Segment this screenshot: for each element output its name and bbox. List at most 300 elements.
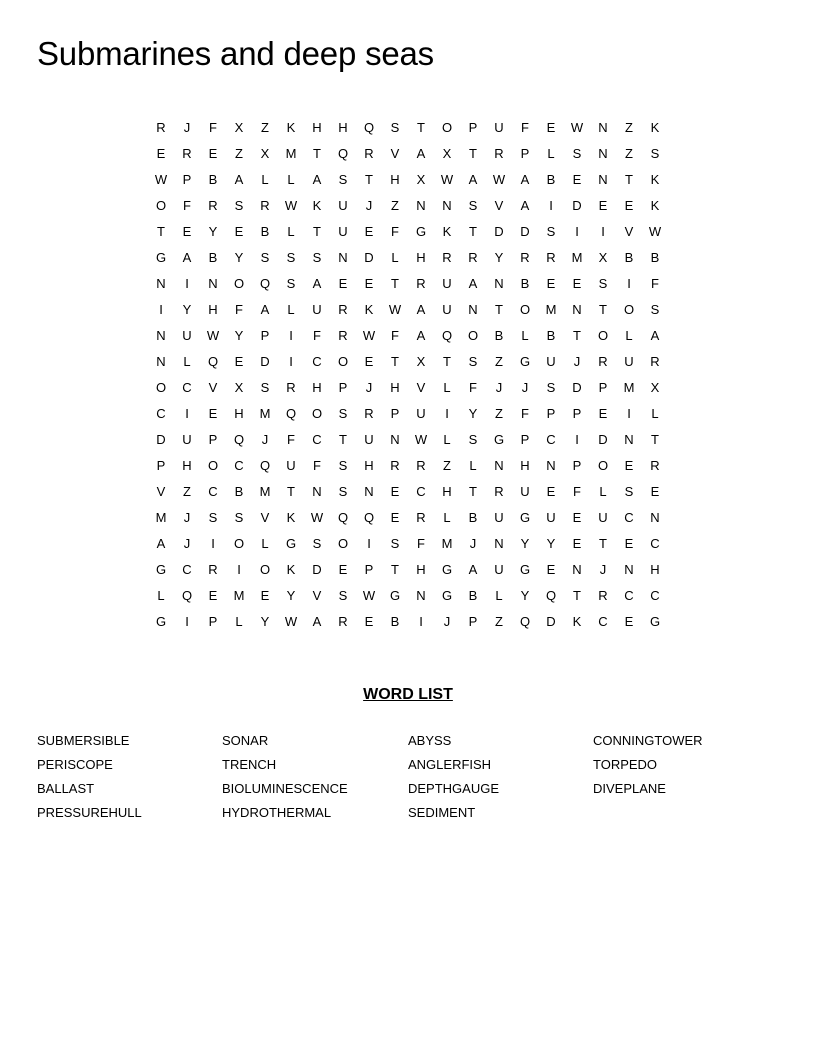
grid-letter: Y [286, 588, 296, 603]
grid-letter: T [157, 224, 165, 239]
grid-letter: K [286, 120, 296, 135]
grid-letter: W [154, 172, 168, 187]
grid-letter: S [338, 406, 348, 421]
grid-letter: T [651, 432, 659, 447]
grid-letter: B [546, 172, 556, 187]
grid-letter: R [468, 250, 478, 265]
grid-letter: W [440, 172, 454, 187]
grid-letter: B [390, 614, 400, 629]
grid-letter: C [650, 588, 660, 603]
grid-letter: U [494, 510, 504, 525]
grid-letter: N [338, 250, 348, 265]
grid-letter: D [572, 380, 582, 395]
grid-letter: T [339, 432, 347, 447]
grid-letter: I [211, 536, 215, 551]
grid-letter: N [494, 458, 504, 473]
grid-letter: I [627, 276, 631, 291]
grid-letter: S [234, 198, 244, 213]
grid-letter: F [287, 432, 295, 447]
grid-letter: L [443, 432, 451, 447]
grid-letter: U [598, 510, 608, 525]
grid-letter: M [623, 380, 635, 395]
grid-letter: S [338, 588, 348, 603]
grid-letter: R [650, 458, 660, 473]
grid-letter: L [261, 536, 269, 551]
grid-letter: R [494, 484, 504, 499]
grid-letter: L [287, 224, 295, 239]
grid-letter: G [519, 354, 531, 369]
grid-letter: T [573, 588, 581, 603]
grid-letter: E [234, 224, 244, 239]
grid-letter: T [313, 146, 321, 161]
grid-letter: E [390, 510, 400, 525]
grid-letter: U [520, 484, 530, 499]
grid-letter: U [182, 432, 192, 447]
grid-letter: N [624, 432, 634, 447]
grid-letter: R [364, 406, 374, 421]
grid-letter: E [624, 614, 634, 629]
grid-letter: N [364, 484, 374, 499]
grid-letter: I [445, 406, 449, 421]
grid-letter: T [469, 224, 477, 239]
grid-letter: O [233, 276, 245, 291]
grid-letter: G [415, 224, 427, 239]
grid-letter: L [157, 588, 165, 603]
grid-letter: O [519, 302, 531, 317]
grid-letter: G [155, 250, 167, 265]
grid-letter: P [468, 120, 478, 135]
grid-letter: T [469, 146, 477, 161]
grid-letter: B [234, 484, 244, 499]
grid-letter: H [338, 120, 348, 135]
grid-letter: B [546, 328, 556, 343]
grid-letter: M [441, 536, 453, 551]
grid-letter: P [208, 432, 218, 447]
grid-letter: S [650, 302, 660, 317]
grid-letter: S [468, 354, 478, 369]
grid-letter: G [441, 562, 453, 577]
grid-letter: M [233, 588, 245, 603]
grid-letter: K [650, 172, 660, 187]
grid-letter: N [598, 172, 608, 187]
grid-letter: R [208, 562, 218, 577]
grid-letter: Y [182, 302, 192, 317]
grid-letter: P [572, 406, 582, 421]
grid-letter: S [390, 120, 400, 135]
grid-letter: W [362, 588, 376, 603]
grid-letter: R [520, 250, 530, 265]
grid-letter: T [495, 302, 503, 317]
grid-letter: L [469, 458, 477, 473]
grid-letter: L [235, 614, 243, 629]
word-list-item: DEPTHGAUGE [408, 781, 500, 796]
grid-letter: E [546, 484, 556, 499]
grid-letter: K [364, 302, 374, 317]
grid-letter: C [182, 380, 192, 395]
word-list-item: PRESSUREHULL [37, 805, 142, 820]
grid-letter: J [521, 380, 529, 395]
grid-letter: I [289, 354, 293, 369]
grid-letter: J [365, 380, 373, 395]
grid-letter: T [391, 562, 399, 577]
grid-letter: R [338, 302, 348, 317]
grid-letter: Y [208, 224, 218, 239]
grid-letter: M [259, 484, 271, 499]
grid-letter: V [156, 484, 166, 499]
grid-letter: V [312, 588, 322, 603]
grid-letter: A [312, 276, 322, 291]
grid-letter: R [338, 614, 348, 629]
grid-letter: E [390, 484, 400, 499]
grid-letter: G [493, 432, 505, 447]
grid-letter: C [598, 614, 608, 629]
grid-letter: N [156, 354, 166, 369]
grid-letter: A [416, 302, 426, 317]
grid-letter: O [311, 406, 323, 421]
grid-letter: A [468, 172, 478, 187]
grid-letter: R [598, 588, 608, 603]
grid-letter: E [234, 354, 244, 369]
grid-letter: D [156, 432, 166, 447]
grid-letter: R [442, 250, 452, 265]
grid-letter: O [233, 536, 245, 551]
grid-letter: Z [235, 146, 243, 161]
grid-letter: Y [260, 614, 270, 629]
grid-letter: H [390, 172, 400, 187]
grid-letter: A [416, 328, 426, 343]
grid-letter: D [546, 614, 556, 629]
grid-letter: Q [285, 406, 297, 421]
grid-letter: D [364, 250, 374, 265]
grid-letter: W [570, 120, 584, 135]
grid-letter: C [312, 432, 322, 447]
grid-letter: F [651, 276, 659, 291]
grid-letter: I [627, 406, 631, 421]
grid-letter: B [208, 172, 218, 187]
grid-letter: U [286, 458, 296, 473]
grid-letter: T [391, 354, 399, 369]
grid-letter: S [260, 250, 270, 265]
grid-letter: E [208, 146, 218, 161]
grid-letter: O [337, 536, 349, 551]
grid-letter: O [155, 198, 167, 213]
grid-letter: A [468, 276, 478, 291]
grid-letter: C [546, 432, 556, 447]
grid-letter: B [624, 250, 634, 265]
grid-letter: N [494, 536, 504, 551]
grid-letter: E [364, 224, 374, 239]
grid-letter: S [338, 484, 348, 499]
grid-letter: F [521, 406, 529, 421]
grid-letter: H [520, 458, 530, 473]
grid-letter: G [519, 510, 531, 525]
grid-letter: I [237, 562, 241, 577]
grid-letter: S [390, 536, 400, 551]
grid-letter: Z [261, 120, 269, 135]
grid-letter: R [156, 120, 166, 135]
grid-letter: C [312, 354, 322, 369]
grid-letter: S [572, 146, 582, 161]
grid-letter: A [260, 302, 270, 317]
grid-letter: K [312, 198, 322, 213]
grid-letter: D [312, 562, 322, 577]
grid-letter: H [650, 562, 660, 577]
grid-letter: K [286, 562, 296, 577]
grid-letter: E [364, 614, 374, 629]
grid-letter: P [338, 380, 348, 395]
grid-letter: E [260, 588, 270, 603]
grid-letter: S [312, 536, 322, 551]
grid-letter: B [208, 250, 218, 265]
grid-letter: I [367, 536, 371, 551]
grid-letter: E [208, 406, 218, 421]
grid-letter: A [520, 198, 530, 213]
grid-letter: H [182, 458, 192, 473]
grid-letter: B [520, 276, 530, 291]
grid-letter: F [573, 484, 581, 499]
grid-letter: R [650, 354, 660, 369]
grid-letter: H [416, 250, 426, 265]
grid-letter: X [234, 120, 244, 135]
word-list-column [37, 731, 217, 827]
grid-letter: E [572, 276, 582, 291]
grid-letter: W [284, 198, 298, 213]
grid-letter: T [599, 302, 607, 317]
grid-letter: C [624, 588, 634, 603]
grid-letter: R [338, 328, 348, 343]
grid-letter: P [520, 146, 530, 161]
grid-letter: F [209, 120, 217, 135]
grid-letter: E [650, 484, 660, 499]
grid-letter: I [185, 614, 189, 629]
grid-letter: E [624, 536, 634, 551]
grid-letter: N [572, 302, 582, 317]
grid-letter: K [286, 510, 296, 525]
grid-letter: I [575, 432, 579, 447]
grid-letter: U [364, 432, 374, 447]
grid-letter: U [442, 302, 452, 317]
grid-letter: Y [234, 250, 244, 265]
grid-letter: V [390, 146, 400, 161]
grid-letter: J [573, 354, 581, 369]
grid-letter: T [391, 276, 399, 291]
grid-letter: Q [519, 614, 531, 629]
grid-letter: Z [495, 406, 503, 421]
grid-letter: B [650, 250, 660, 265]
grid-letter: A [416, 146, 426, 161]
grid-letter: F [313, 328, 321, 343]
grid-letter: H [312, 120, 322, 135]
word-list-item: DIVEPLANE [593, 781, 666, 796]
grid-letter: Q [207, 354, 219, 369]
grid-letter: K [572, 614, 582, 629]
word-list-column [222, 731, 402, 827]
grid-letter: W [206, 328, 220, 343]
grid-letter: T [443, 354, 451, 369]
grid-letter: K [650, 198, 660, 213]
grid-letter: M [545, 302, 557, 317]
word-list-item: CONNINGTOWER [593, 733, 703, 748]
grid-letter: Q [259, 276, 271, 291]
grid-letter: R [416, 510, 426, 525]
grid-letter: U [546, 354, 556, 369]
grid-letter: T [599, 536, 607, 551]
grid-letter: J [443, 614, 451, 629]
word-list-item: SONAR [222, 733, 269, 748]
grid-letter: J [495, 380, 503, 395]
word-list-item: HYDROTHERMAL [222, 805, 332, 820]
grid-letter: X [442, 146, 452, 161]
grid-letter: I [575, 224, 579, 239]
grid-letter: F [391, 224, 399, 239]
grid-letter: I [419, 614, 423, 629]
grid-letter: R [494, 146, 504, 161]
word-list-item: ABYSS [408, 733, 452, 748]
grid-letter: P [572, 458, 582, 473]
grid-letter: P [260, 328, 270, 343]
grid-letter: N [416, 198, 426, 213]
grid-letter: A [182, 250, 192, 265]
grid-letter: X [416, 354, 426, 369]
grid-letter: N [156, 328, 166, 343]
grid-letter: U [182, 328, 192, 343]
grid-letter: E [572, 510, 582, 525]
grid-letter: A [312, 614, 322, 629]
grid-letter: B [468, 510, 478, 525]
grid-letter: D [572, 198, 582, 213]
grid-letter: G [389, 588, 401, 603]
grid-letter: S [338, 172, 348, 187]
grid-letter: G [649, 614, 661, 629]
grid-letter: Y [520, 588, 530, 603]
word-list-item: SUBMERSIBLE [37, 733, 130, 748]
grid-letter: S [468, 198, 478, 213]
grid-letter: E [338, 562, 348, 577]
grid-letter: N [598, 146, 608, 161]
grid-letter: E [572, 172, 582, 187]
grid-letter: W [284, 614, 298, 629]
grid-letter: U [546, 510, 556, 525]
grid-letter: V [624, 224, 634, 239]
grid-letter: L [261, 172, 269, 187]
grid-letter: S [234, 510, 244, 525]
grid-letter: S [208, 510, 218, 525]
grid-letter: N [390, 432, 400, 447]
grid-letter: E [598, 198, 608, 213]
grid-letter: L [443, 510, 451, 525]
grid-letter: F [313, 458, 321, 473]
grid-letter: C [156, 406, 166, 421]
grid-letter: N [442, 198, 452, 213]
grid-letter: W [310, 510, 324, 525]
grid-letter: P [546, 406, 556, 421]
grid-letter: I [549, 198, 553, 213]
letter-grid [148, 115, 668, 635]
grid-letter: S [546, 224, 556, 239]
grid-letter: U [494, 562, 504, 577]
grid-letter: R [182, 146, 192, 161]
grid-letter: Q [181, 588, 193, 603]
grid-letter: E [208, 588, 218, 603]
grid-letter: D [494, 224, 504, 239]
grid-letter: Q [337, 510, 349, 525]
grid-letter: C [234, 458, 244, 473]
grid-letter: E [182, 224, 192, 239]
grid-letter: Q [259, 458, 271, 473]
grid-letter: S [598, 276, 608, 291]
grid-letter: P [208, 614, 218, 629]
grid-letter: Q [363, 510, 375, 525]
grid-letter: S [468, 432, 478, 447]
grid-letter: W [388, 302, 402, 317]
grid-letter: P [182, 172, 192, 187]
grid-letter: A [650, 328, 660, 343]
grid-letter: Q [363, 120, 375, 135]
grid-letter: N [650, 510, 660, 525]
grid-letter: O [207, 458, 219, 473]
grid-letter: G [155, 614, 167, 629]
grid-letter: J [183, 536, 191, 551]
grid-letter: R [286, 380, 296, 395]
grid-letter: H [416, 562, 426, 577]
grid-letter: S [650, 146, 660, 161]
grid-letter: M [259, 406, 271, 421]
grid-letter: J [183, 510, 191, 525]
grid-letter: L [521, 328, 529, 343]
grid-letter: R [416, 276, 426, 291]
grid-letter: M [155, 510, 167, 525]
grid-letter: W [648, 224, 662, 239]
grid-letter: J [183, 120, 191, 135]
grid-letter: C [182, 562, 192, 577]
grid-letter: Q [233, 432, 245, 447]
grid-letter: F [521, 120, 529, 135]
grid-letter: Y [546, 536, 556, 551]
grid-letter: A [312, 172, 322, 187]
grid-letter: L [651, 406, 659, 421]
grid-letter: U [416, 406, 426, 421]
grid-letter: U [624, 354, 634, 369]
grid-letter: D [260, 354, 270, 369]
grid-letter: X [650, 380, 660, 395]
grid-letter: S [260, 380, 270, 395]
grid-letter: S [312, 250, 322, 265]
grid-letter: N [546, 458, 556, 473]
grid-letter: N [156, 276, 166, 291]
grid-letter: Z [495, 354, 503, 369]
grid-letter: L [287, 172, 295, 187]
grid-letter: R [390, 458, 400, 473]
grid-letter: P [364, 562, 374, 577]
grid-letter: I [289, 328, 293, 343]
grid-letter: R [546, 250, 556, 265]
grid-letter: B [494, 328, 504, 343]
grid-letter: D [598, 432, 608, 447]
grid-letter: G [155, 562, 167, 577]
grid-letter: Z [443, 458, 451, 473]
grid-letter: K [650, 120, 660, 135]
grid-letter: F [235, 302, 243, 317]
grid-letter: T [469, 484, 477, 499]
grid-letter: A [468, 562, 478, 577]
grid-letter: J [365, 198, 373, 213]
grid-letter: N [208, 276, 218, 291]
grid-letter: E [364, 354, 374, 369]
grid-letter: L [547, 146, 555, 161]
grid-letter: W [492, 172, 506, 187]
grid-letter: V [494, 198, 504, 213]
grid-letter: Q [337, 146, 349, 161]
